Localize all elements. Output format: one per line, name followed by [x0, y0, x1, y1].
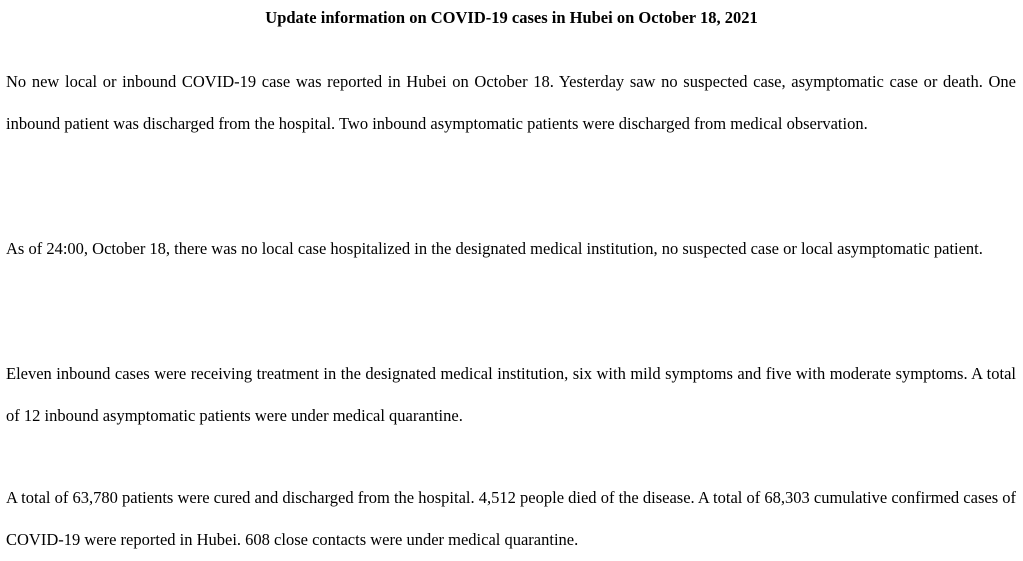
- paragraph-local-status: As of 24:00, October 18, there was no local case hospitalized in the designated medical institution, no suspected case or local asymptomatic patient.: [6, 239, 983, 258]
- page-title: Update information on COVID-19 cases in Hubei on October 18, 2021: [265, 8, 758, 27]
- paragraph-cumulative-totals: A total of 63,780 patients were cured and discharged from the hospital. 4,512 people died of the disease. A total of 68,303 cumulative confirmed cases of COVID-19 were reported in Hubei. 608 close contacts were under medical quarantine.: [6, 488, 1016, 549]
- paragraph-inbound-treatment: Eleven inbound cases were receiving treatment in the designated medical institution, six with mild symptoms and five with moderate symptoms. A total of 12 inbound asymptomatic patients were under medical quarantine.: [6, 364, 1016, 425]
- paragraph-new-cases: No new local or inbound COVID-19 case was reported in Hubei on October 18. Yesterday saw no suspected case, asymptomatic case or death. One inbound patient was discharged from the hospital. Two inbound asymptomatic patients were discharged from medical observation.: [6, 72, 1016, 133]
